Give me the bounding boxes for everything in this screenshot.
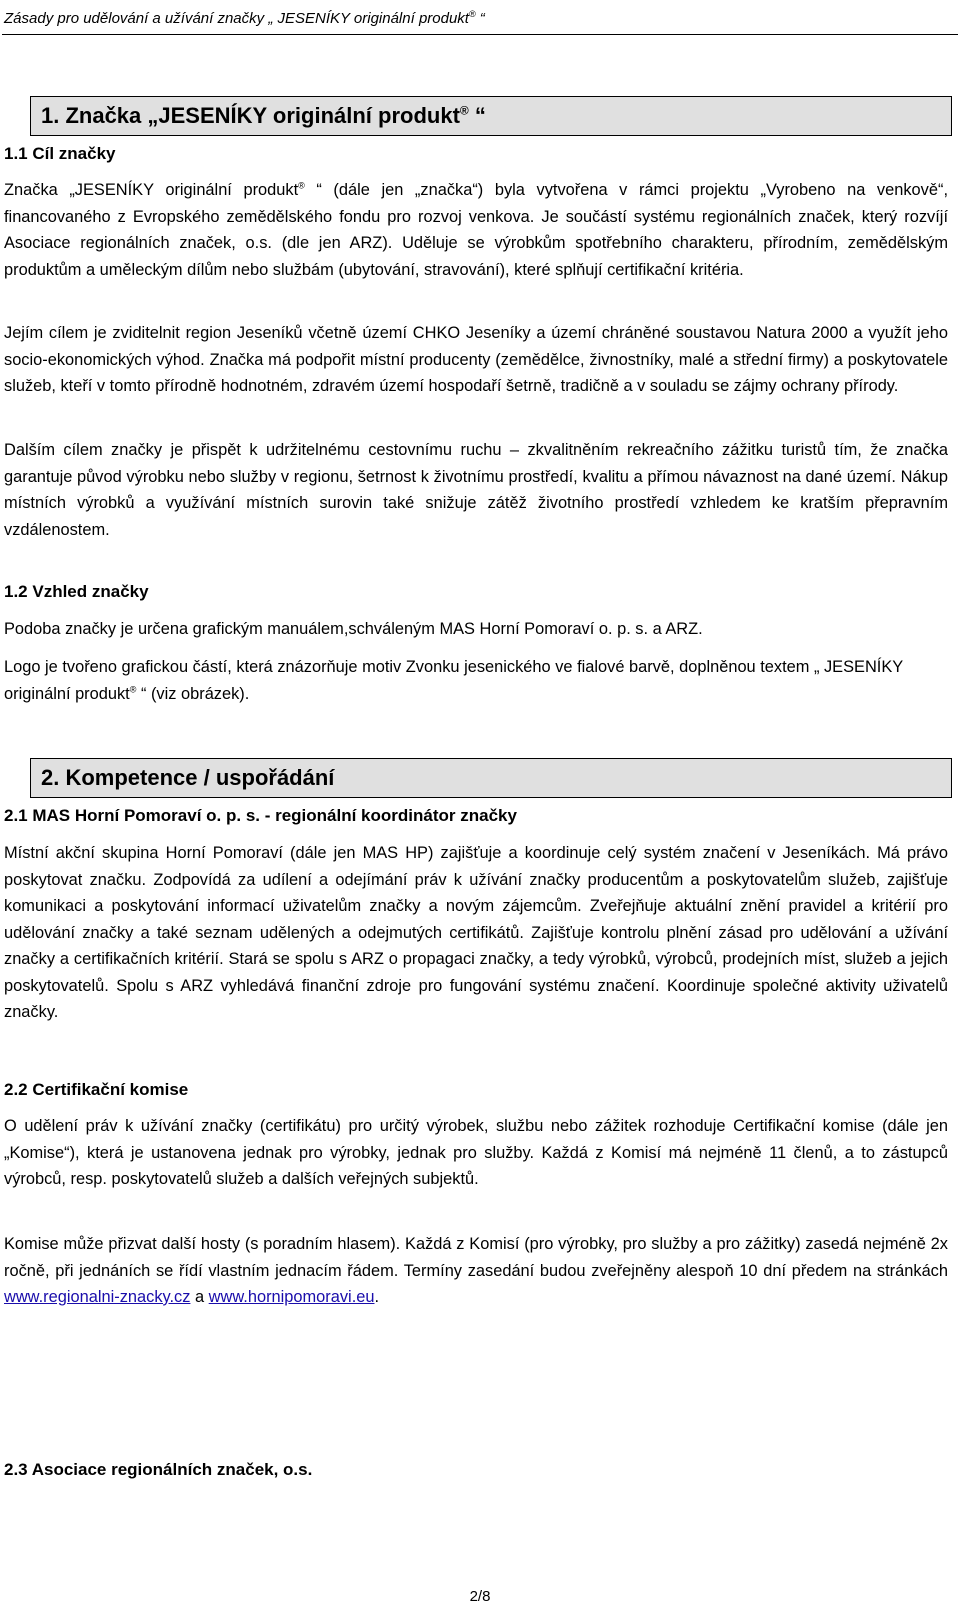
link-hornipomoravi[interactable]: www.hornipomoravi.eu [208,1288,375,1306]
header-divider [2,34,958,35]
paragraph-1-2-a: Podoba značky je určena grafickým manuálem,schváleným MAS Horní Pomoraví o. p. s. a ARZ. [4,620,703,638]
paragraph-1-1-b: Jejím cílem je zviditelnit region Jeseníků včetně území CHKO Jeseníky a území chráněné soustavou Natura 2000 a využít jeho socio-ekonomických výhod. Značka má podpořit místní producenty (zemědělce, živnostníky, malé a střední firmy) a poskytovatele služeb, kteří v tomto přírodně hodnotném, zdravém území hospodaří šetrně, tradičně a v souladu se zájmy ochrany přírody. [4,324,948,395]
paragraph-1-1-c: Dalším cílem značky je přispět k udržitelnému cestovnímu ruchu – zkvalitněním rekreačního zážitku turistů tím, že značka garantuje původ výrobku nebo služby v regionu, šetrnost k životnímu prostředí, kvalitu a přímou návaznost na dané území. Nákup místních výrobků a využívání místních surovin také snižuje zátěž životního prostředí vzhledem ke kratším přepravním vzdálenostem. [4,441,948,539]
subheading-1-1: 1.1 Cíl značky [4,144,116,163]
paragraph-1-2-b: Logo je tvořeno grafickou částí, která znázorňuje motiv Zvonku jesenického ve fialové barvě, doplněnou textem „ JESENÍKY originální produkt® “ (viz obrázek). [4,658,903,703]
paragraph-2-1: Místní akční skupina Horní Pomoraví (dále jen MAS HP) zajišťuje a koordinuje celý systém značení v Jeseníkách. Má právo poskytovat značku. Zodpovídá za udílení a odejímání práv k užívání značky producentům a poskytovatelům služeb, zajišťuje komunikaci a poskytování informací uživatelům značky a novým zájemcům. Zveřejňuje aktuální znění pravidel a kritérií pro udělování značky a také seznam udělených a odejmutých certifikátů. Zajišťuje kontrolu plnění zásad pro udělování a užívání značky a certifikačních kritérií. Stará se spolu s ARZ o propagaci značky, a tedy výrobků, výrobců, prodejních míst, služeb a jejich poskytovatelů. Spolu s ARZ vyhledává finanční zdroje pro fungování systému značení. Koordinuje společné aktivity uživatelů značky. [4,844,948,1021]
link-regionalni-znacky[interactable]: www.regionalni-znacky.cz [4,1288,191,1306]
paragraph-2-2-a: O udělení práv k užívání značky (certifikátu) pro určitý výrobek, službu nebo zážitek rozhoduje Certifikační komise (dále jen „Komise“), která je ustanovena jednak pro výrobky, jednak pro služby. Každá z Komisí má nejméně 11 členů, a to zástupců výrobců, resp. poskytovatelů služeb a dalších veřejných subjektů. [4,1117,948,1188]
subheading-2-1: 2.1 MAS Horní Pomoraví o. p. s. - regionální koordinátor značky [4,806,517,825]
subheading-2-3: 2.3 Asociace regionálních značek, o.s. [4,1460,313,1479]
section-2-heading: 2. Kompetence / uspořádání [30,758,952,798]
section-1-heading: 1. Značka „JESENÍKY originální produkt® “ [30,96,952,136]
running-header: Zásady pro udělování a užívání značky „ JESENÍKY originální produkt® “ [4,9,485,27]
page-number: 2/8 [469,1588,491,1605]
paragraph-1-1-a: Značka „JESENÍKY originální produkt® “ (dále jen „značka“) byla vytvořena v rámci projektu „Vyrobeno na venkově“, financovaného z Evropského zemědělského fondu pro rozvoj venkova. Je součástí systému regionálních značek, který rozvíjí Asociace regionálních značek, o.s. (dle jen ARZ). Uděluje se výrobkům spotřebního charakteru, přírodním, zemědělským produktům a uměleckým dílům nebo službám (ubytování, stravování), které splňují certifikační kritéria. [4,180,948,279]
subheading-2-2: 2.2 Certifikační komise [4,1080,189,1099]
subheading-1-2: 1.2 Vzhled značky [4,582,149,601]
paragraph-2-2-b: Komise může přizvat další hosty (s poradním hlasem). Každá z Komisí (pro výrobky, pro služby a pro zážitky) zasedá nejméně 2x ročně, při jednáních se řídí vlastním jednacím řádem. Termíny zasedání budou zveřejněny alespoň 10 dní předem na stránkách www.regionalni-znacky.cz a www.hornipomoravi.eu. [4,1235,948,1306]
